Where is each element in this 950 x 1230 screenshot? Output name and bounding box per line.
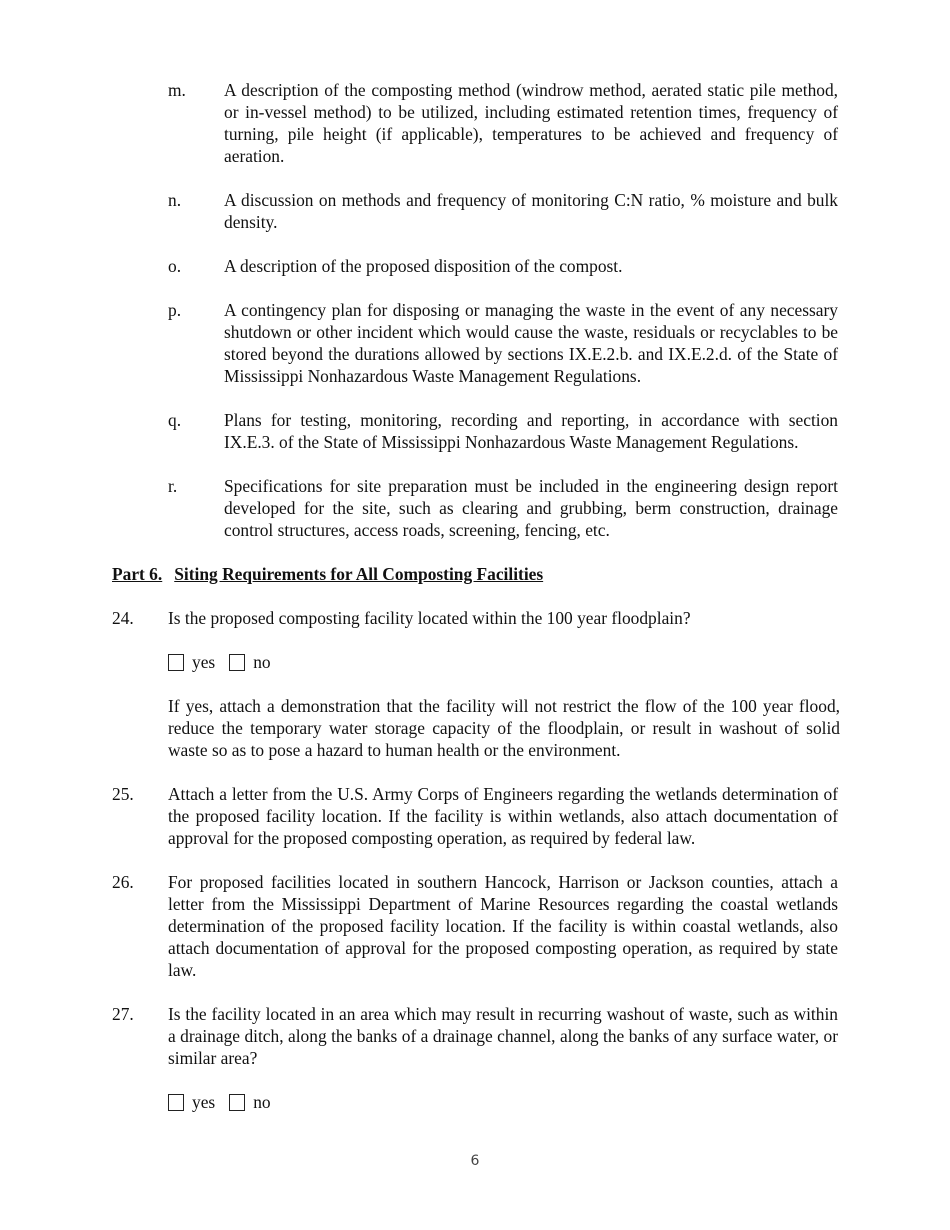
question-text: Is the facility located in an area which may result in recurring washout of waste, such as within a drainage ditch, along the banks of a drainage channel, along the banks of any surface water, or similar area? (168, 1004, 838, 1068)
list-item-letter: n. (168, 190, 182, 210)
question-text: Attach a letter from the U.S. Army Corps of Engineers regarding the wetlands determination of the proposed facility location. If the facility is within wetlands, also attach documentation of approval for the proposed composting operation, as required by federal law. (168, 784, 838, 848)
q24-no-checkbox[interactable] (229, 654, 245, 671)
question-number: 25. (112, 784, 134, 804)
no-label: no (253, 1092, 271, 1112)
question-number: 27. (112, 1004, 134, 1024)
question-24-options (168, 651, 285, 673)
section-title: Siting Requirements for All Composting Facilities (174, 564, 544, 584)
list-item-text: A contingency plan for disposing or managing the waste in the event of any necessary shutdown or other incident which would cause the waste, residuals or recyclables to be stored beyond the durations allowed by sections IX.E.2.b. and IX.E.2.d. of the State of Mississippi Nonhazardous Waste Management Regulations. (224, 300, 838, 386)
list-item-letter: o. (168, 256, 182, 276)
list-item-letter: r. (168, 476, 178, 496)
page-number: 6 (470, 1153, 480, 1169)
q27-yes-checkbox[interactable] (168, 1094, 184, 1111)
list-item-text: A description of the composting method (windrow method, aerated static pile method, or in-vessel method) to be utilized, including estimated retention times, frequency of turning, pile height (if applicable), temperatures to be achieved and frequency of aeration. (224, 80, 838, 166)
section-heading (112, 563, 543, 585)
yes-label: yes (192, 1092, 216, 1112)
list-item-letter: m. (168, 80, 186, 100)
q24-yes-checkbox[interactable] (168, 654, 184, 671)
list-item-text: Plans for testing, monitoring, recording and reporting, in accordance with section IX.E.3. of the State of Mississippi Nonhazardous Waste Management Regulations. (224, 410, 838, 452)
list-item-letter: q. (168, 410, 182, 430)
question-24-followup: If yes, attach a demonstration that the facility will not restrict the flow of the 100 year flood, reduce the temporary water storage capacity of the floodplain, or result in washout of solid waste so as to pose a hazard to human health or the environment. (168, 696, 840, 760)
list-item-letter: p. (168, 300, 182, 320)
list-item-text: A discussion on methods and frequency of monitoring C:N ratio, % moisture and bulk density. (224, 190, 838, 232)
list-item-text: A description of the proposed disposition of the compost. (224, 256, 623, 276)
no-label: no (253, 652, 271, 672)
question-number: 26. (112, 872, 134, 892)
question-27-options (168, 1091, 285, 1113)
question-text: Is the proposed composting facility located within the 100 year floodplain? (168, 608, 691, 628)
section-part-label: Part 6. (112, 564, 163, 584)
q27-no-checkbox[interactable] (229, 1094, 245, 1111)
question-text: For proposed facilities located in southern Hancock, Harrison or Jackson counties, attach a letter from the Mississippi Department of Marine Resources regarding the coastal wetlands determination of the proposed facility location. If the facility is within coastal wetlands, also attach documentation of approval for the proposed composting operation, as required by state law. (168, 872, 838, 980)
yes-label: yes (192, 652, 216, 672)
list-item-text: Specifications for site preparation must be included in the engineering design report developed for the site, such as clearing and grubbing, berm construction, drainage control structures, access roads, screening, fencing, etc. (224, 476, 838, 540)
question-number: 24. (112, 608, 134, 628)
